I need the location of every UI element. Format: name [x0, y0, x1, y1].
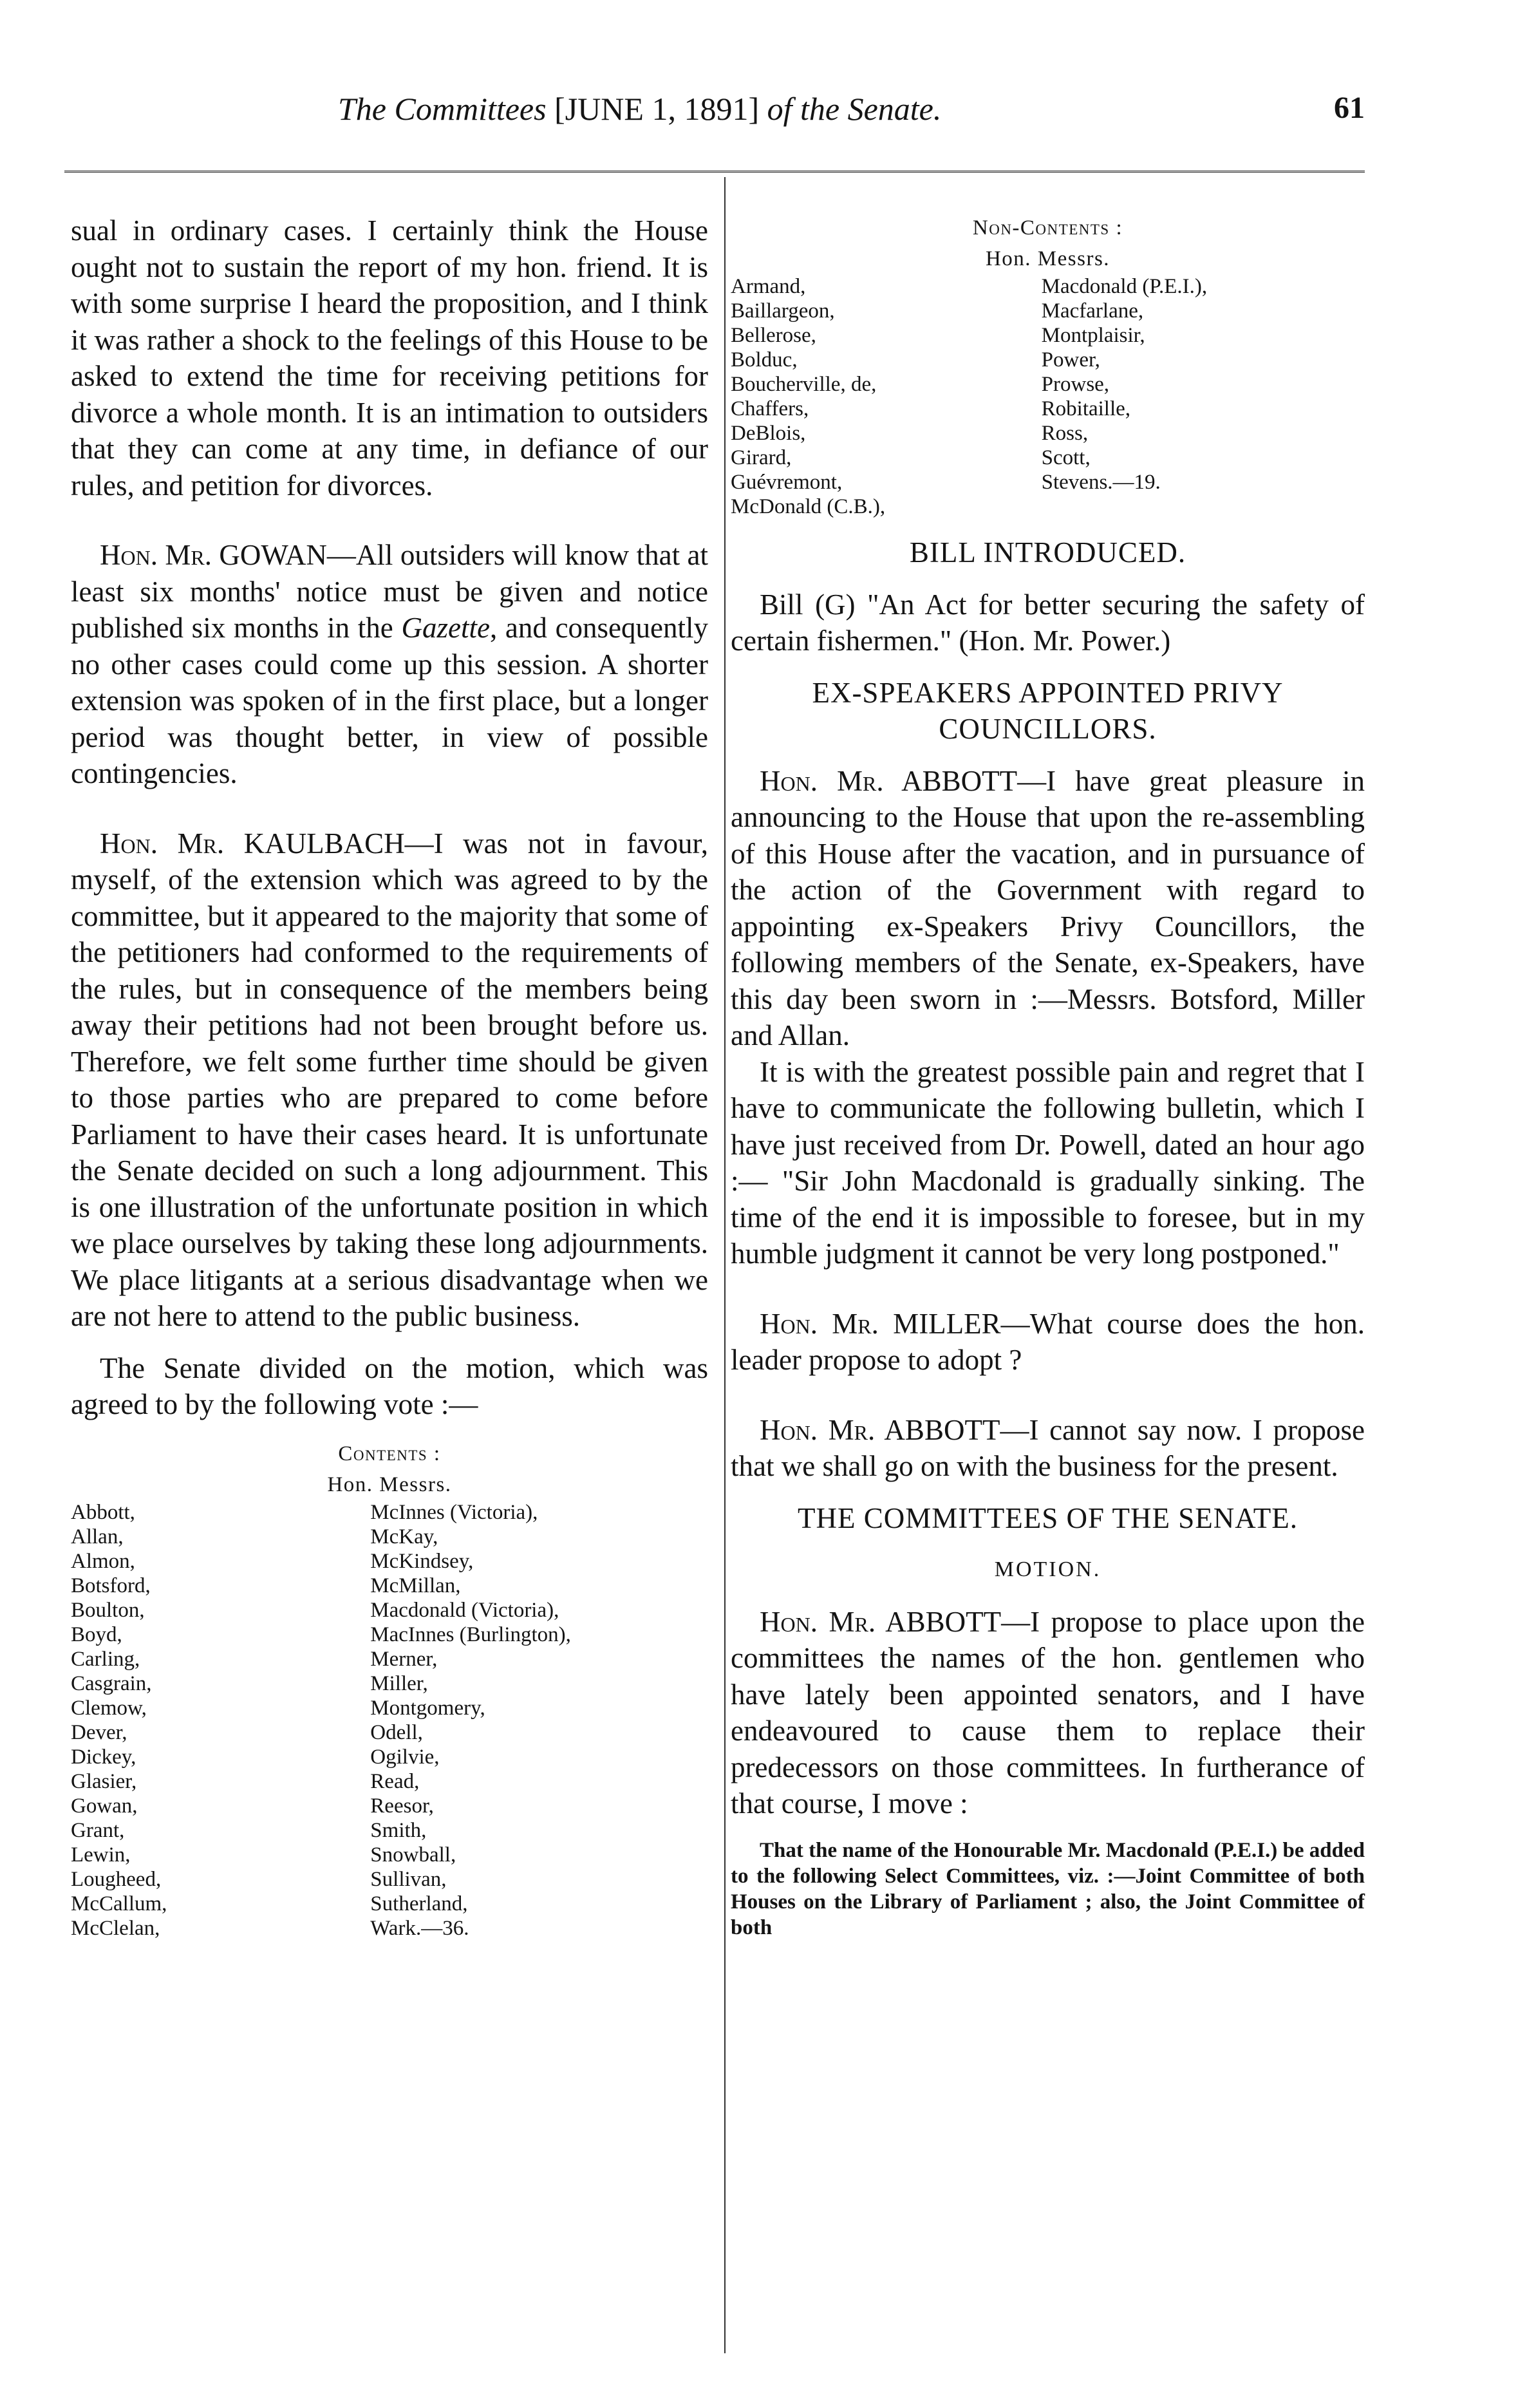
- contents-name: Smith,: [370, 1818, 427, 1842]
- noncontents-name: Girard,: [731, 446, 792, 469]
- running-title-date: [JUNE 1, 1891]: [554, 91, 760, 127]
- noncontents-name: Guévremont,: [731, 471, 843, 494]
- heading-committees: THE COMMITTEES OF THE SENATE.: [798, 1501, 1298, 1534]
- contents-name: Abbott,: [71, 1500, 135, 1524]
- speaker-abbott-1: Hon. Mr. ABBOTT: [760, 764, 1018, 797]
- noncontents-name: Montplaisir,: [1041, 324, 1145, 347]
- column-divider: [724, 177, 726, 2353]
- noncontents-name: Scott,: [1041, 446, 1091, 469]
- contents-name: McClelan,: [71, 1916, 160, 1940]
- contents-name: McInnes (Victoria),: [370, 1500, 538, 1524]
- noncontents-list: [731, 274, 1365, 519]
- running-title-part-2: of the Senate.: [767, 91, 942, 127]
- contents-name: Wark.—36.: [370, 1916, 469, 1940]
- paragraph-abbott-3: [731, 1604, 1365, 1822]
- noncontents-name: McDonald (C.B.),: [731, 495, 886, 518]
- paragraph-kaulbach: [71, 825, 708, 1335]
- paragraph-abbott-2: [731, 1412, 1365, 1485]
- noncontents-name: DeBlois,: [731, 422, 806, 445]
- contents-name: Lougheed,: [71, 1867, 162, 1891]
- contents-name: Dever,: [71, 1720, 127, 1744]
- abbott-2-text: —I cannot say now. I propose that we shall go on with the business for the present.: [731, 1413, 1365, 1482]
- contents-subheading: Hon. Messrs.: [327, 1472, 452, 1496]
- paragraph-bill: Bill (G) "An Act for better securing the safety of certain fishermen." (Hon. Mr. Power.): [731, 588, 1365, 657]
- contents-name: Grant,: [71, 1818, 125, 1842]
- contents-name: MacInnes (Burlington),: [370, 1623, 571, 1646]
- paragraph-miller: [731, 1306, 1365, 1378]
- noncontents-name: Macdonald (P.E.I.),: [1041, 275, 1208, 298]
- contents-name: Odell,: [370, 1720, 423, 1744]
- speaker-miller: Hon. Mr. MILLER: [760, 1307, 1001, 1340]
- contents-name: Merner,: [370, 1647, 438, 1671]
- noncontents-name: Chaffers,: [731, 397, 809, 420]
- paragraph-gowan: [71, 537, 708, 792]
- speaker-abbott-2: Hon. Mr. ABBOTT: [760, 1413, 1000, 1446]
- contents-name: Allan,: [71, 1525, 124, 1548]
- gowan-text-a: —All outsiders will know that at least six months' notice must be given and notice published six months in the: [71, 539, 708, 644]
- running-title-part-1: The Committees: [338, 91, 547, 127]
- running-title: [338, 90, 941, 127]
- paragraph-abbott-1: [731, 763, 1365, 1054]
- contents-name: Montgomery,: [370, 1696, 485, 1720]
- paragraph-abbott-bulletin: It is with the greatest possible pain and regret that I have to communicate the following bulletin, which I have just received from Dr. Powell, dated an hour ago :— "Sir John Macdonald is gradually sinking. The time of the end it is impossible to foresee, but in my humble judgment it cannot be very long postponed.": [731, 1055, 1365, 1270]
- speaker-kaulbach: Hon. Mr. KAULBACH: [100, 827, 405, 860]
- noncontents-name: Macfarlane,: [1041, 299, 1144, 323]
- contents-name: Dickey,: [71, 1745, 136, 1769]
- contents-name: McKay,: [370, 1525, 438, 1548]
- contents-heading: Contents :: [338, 1442, 441, 1465]
- heading-motion: MOTION.: [994, 1557, 1101, 1581]
- abbott-1-text: —I have great pleasure in announcing to the House that upon the re-assembling of this House after the vacation, and in pursuance of the action of the Government with regard to appointing ex-Speakers Privy Councillors, the following members of the Senate, ex-Speakers, have this day been sworn in :—Messrs. Botsford, Miller and Allan.: [731, 764, 1365, 1051]
- noncontents-list-col-2: [1042, 274, 1365, 519]
- contents-name: McKindsey,: [370, 1549, 474, 1573]
- noncontents-name: Stevens.—19.: [1041, 471, 1161, 494]
- noncontents-name: Power,: [1041, 348, 1100, 372]
- contents-name: Lewin,: [71, 1843, 131, 1867]
- gowan-text-b: , and consequently no other cases could come up this session. A shorter extension was spoken of in the first place, but a longer period was thought better, in view of possible contingencies.: [71, 612, 709, 789]
- contents-list-col-1: [71, 1500, 370, 1941]
- gowan-gazette: Gazette: [401, 612, 490, 644]
- contents-list: [71, 1500, 708, 1941]
- contents-name: Reesor,: [370, 1794, 434, 1818]
- contents-name: Glasier,: [71, 1769, 137, 1793]
- contents-name: Macdonald (Victoria),: [370, 1598, 559, 1622]
- contents-name: McMillan,: [370, 1574, 461, 1597]
- noncontents-name: Bolduc,: [731, 348, 798, 372]
- contents-name: Sutherland,: [370, 1892, 468, 1915]
- noncontents-name: Boucherville, de,: [731, 373, 877, 396]
- contents-name: Ogilvie,: [370, 1745, 440, 1769]
- page-number: 61: [1334, 91, 1365, 125]
- contents-name: McCallum,: [71, 1892, 167, 1915]
- contents-name: Sullivan,: [370, 1867, 447, 1891]
- heading-ex-speakers: EX-SPEAKERS APPOINTED PRIVY COUNCILLORS.: [812, 676, 1284, 745]
- noncontents-name: Prowse,: [1041, 373, 1110, 396]
- speaker-gowan: Hon. Mr. GOWAN: [100, 539, 327, 571]
- noncontents-list-col-1: [731, 274, 1042, 519]
- heading-bill-introduced: BILL INTRODUCED.: [909, 536, 1186, 569]
- contents-name: Carling,: [71, 1647, 140, 1671]
- contents-name: Read,: [370, 1769, 420, 1793]
- contents-name: Boulton,: [71, 1598, 145, 1622]
- miller-text: —What course does the hon. leader propose to adopt ?: [731, 1307, 1365, 1376]
- paragraph-division: The Senate divided on the motion, which was agreed to by the following vote :—: [71, 1351, 708, 1420]
- speaker-abbott-3: Hon. Mr. ABBOTT: [760, 1605, 1002, 1638]
- motion-text: [731, 1838, 1365, 1941]
- noncontents-name: Ross,: [1041, 422, 1089, 445]
- contents-name: Casgrain,: [71, 1671, 152, 1695]
- noncontents-name: Bellerose,: [731, 324, 816, 347]
- contents-name: Clemow,: [71, 1696, 147, 1720]
- running-head: [64, 90, 1365, 135]
- abbott-3-text: —I propose to place upon the committees the names of the hon. gentlemen who have lately been appointed senators, and I have endeavoured to cause them to replace their predecessors on those committees. In furtherance of that course, I move :: [731, 1605, 1365, 1820]
- noncontents-subheading: Hon. Messrs.: [985, 247, 1110, 270]
- noncontents-name: Robitaille,: [1041, 397, 1131, 420]
- header-rule: [64, 171, 1365, 173]
- right-column: [731, 212, 1365, 1941]
- contents-name: Botsford,: [71, 1574, 151, 1597]
- contents-name: Almon,: [71, 1549, 135, 1573]
- kaulbach-text: —I was not in favour, myself, of the extension which was agreed to by the committee, but it appeared to the majority that some of the petitioners had conformed to the requirements of the rules, but in consequence of the members being away their petitions had not been brought before us. Therefore, we felt some further time should be given to those parties who are prepared to come before Parliament to have their cases heard. It is unfortunate the Senate decided on such a long adjournment. This is one illustration of the unfortunate position in which we place ourselves by taking these long adjournments. We place litigants at a serious disadvantage when we are not here to attend to the public business.: [71, 827, 708, 1332]
- motion-text-body: That the name of the Honourable Mr. Macdonald (P.E.I.) be added to the following Select Committees, viz. :—Joint Committee of both Houses on the Library of Parliament ; also, the Joint Committee of both: [731, 1838, 1365, 1939]
- noncontents-name: Baillargeon,: [731, 299, 835, 323]
- contents-name: Gowan,: [71, 1794, 138, 1818]
- noncontents-name: Armand,: [731, 275, 806, 298]
- paragraph-continuation: sual in ordinary cases. I certainly think the House ought not to sustain the report of my hon. friend. It is with some surprise I heard the proposition, and I think it was rather a shock to the feelings of this House to be asked to extend the time for receiving petitions for divorce a whole month. It is an intimation to outsiders that they can come at any time, in defiance of our rules, and petition for divorces.: [71, 214, 708, 502]
- noncontents-heading: Non-Contents :: [972, 216, 1123, 240]
- contents-name: Snowball,: [370, 1843, 456, 1867]
- contents-name: Boyd,: [71, 1623, 122, 1646]
- contents-list-col-2: [370, 1500, 708, 1941]
- left-column: [71, 212, 708, 1941]
- contents-name: Miller,: [370, 1671, 428, 1695]
